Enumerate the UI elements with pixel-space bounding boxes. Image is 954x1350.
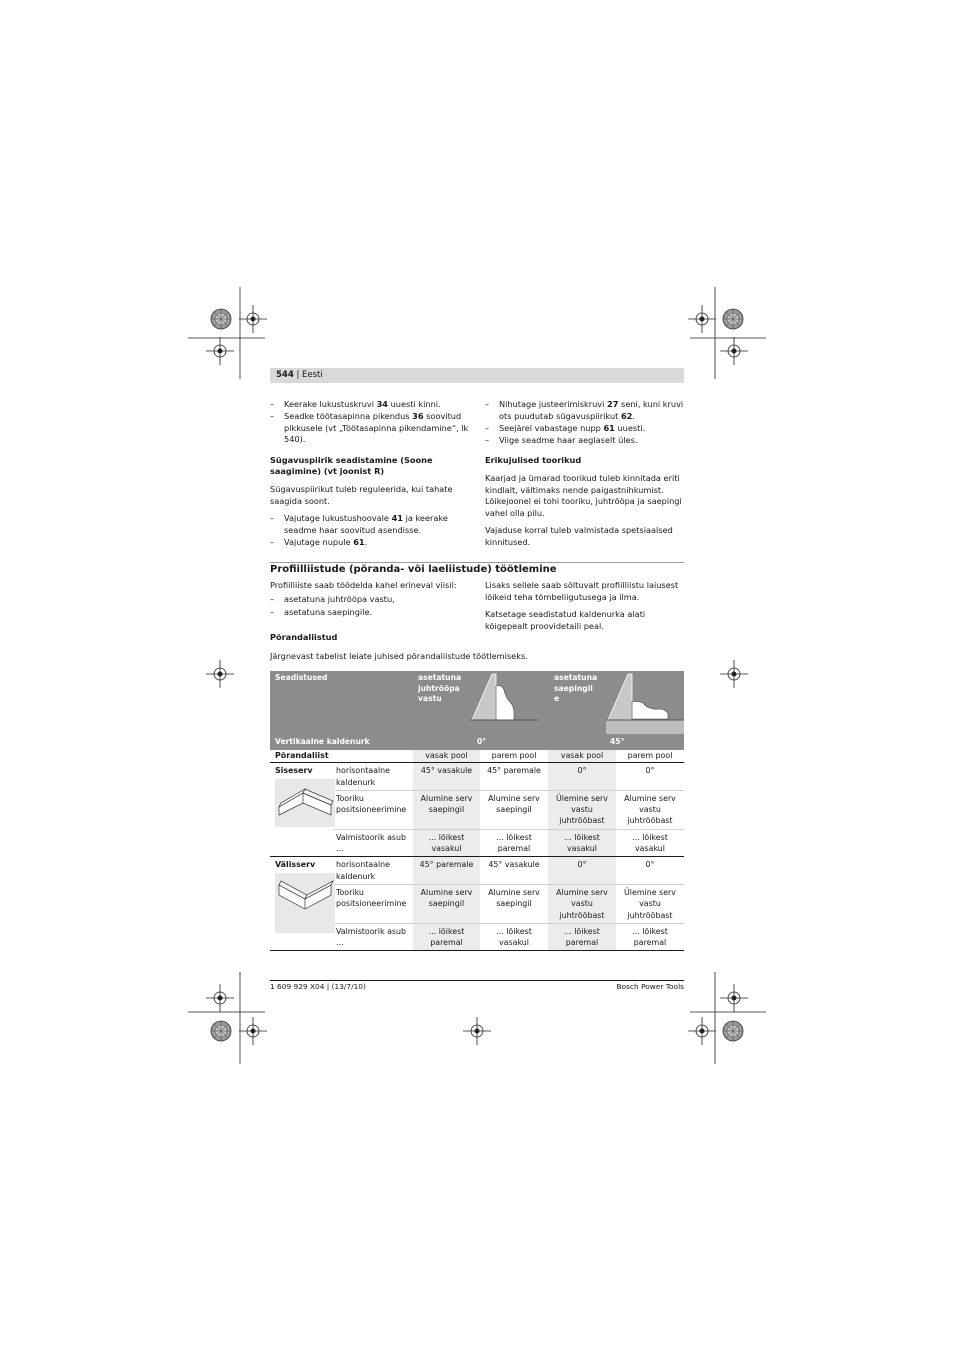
table-row: Valmistoorik asub ... ... lõikest vasakul ... lõikest paremal ... lõikest vasakul ... lõikest vasakul [270, 829, 684, 857]
table-row: Välisserv horisontaalne kaldenurk 45° paremale 45° vasakule 0° 0° [270, 857, 684, 885]
sub-heading: Põrandaliistud [270, 631, 338, 642]
header-col1: asetatuna juhtrööpa vastu [418, 673, 462, 703]
header-angle-0: 0° [477, 737, 487, 746]
paragraph: Profiilliiste saab töödelda kahel erineval viisil: [270, 580, 457, 590]
section-title: Profiilliistude (põranda- või laeliistude) töötlemine [270, 564, 557, 575]
table-row: Valmistoorik asub ... ... lõikest paremal ... lõikest vasakul ... lõikest paremal ... lõikest paremal [270, 923, 684, 950]
row-label: Valmistoorik asub ... [333, 923, 413, 950]
table-row: Siseserv horisontaalne kaldenurk 45° vasakule 45° paremale 0° 0° [270, 763, 684, 791]
table-row: Tooriku positsioneerimine Alumine serv saepingil Alumine serv saepingil Alumine serv vastu juhtrööbast Ülemine serv vastu juhtrööbast [270, 884, 684, 923]
list-item: – Seejärel vabastage nupp 61 uuesti. [485, 422, 646, 433]
row-label-porandaliist: Põrandaliist [275, 751, 329, 760]
list-item: – Keerake lukustuskruvi 34 uuesti kinni. [270, 399, 441, 409]
list-item: – Viige seadme haar aeglaselt üles. [485, 434, 638, 445]
section-heading: Sügavuspiirik seadistamine (Soone saagimine) (vt joonist R) [270, 454, 433, 477]
paragraph: Kaarjad ja ümarad toorikud tuleb kinnitada eriti kindlalt, vältimaks nende paigastnihkumist. Lõikejoonel ei tohi tooriku, juhtrööpa ja saepingi vahel olla pilu. [485, 472, 682, 518]
header-col2: asetatuna saepingil e [554, 673, 598, 703]
dash: – [270, 411, 275, 422]
list-item: – asetatuna juhtrööpa vastu, [270, 593, 395, 604]
row-label: horisontaalne kaldenurk [333, 857, 413, 885]
table-row: Tooriku positsioneerimine Alumine serv saepingil Alumine serv saepingil Ülemine serv vastu juhtrööbast Alumine serv vastu juhtrööbast [270, 790, 684, 829]
row-label: Valmistoorik asub ... [333, 829, 413, 857]
paragraph: Katsetage seadistatud kaldenurka alati kõigepealt proovidetaili peal. [485, 609, 646, 631]
dash: – [270, 399, 275, 409]
row-label-valisserv: Välisserv [275, 860, 316, 870]
row-label: horisontaalne kaldenurk [333, 763, 413, 791]
row-label: Tooriku positsioneerimine [333, 884, 413, 923]
header-settings: Seadistused [275, 673, 328, 682]
table-row: Põrandaliist vasak pool parem pool vasak pool parem pool [270, 750, 684, 763]
paragraph: Vajaduse korral tuleb valmistada spetsiaalsed kinnitused. [485, 525, 673, 547]
list-item: – Nihutage justeerimiskruvi 27 seni, kuni kruvi ots puudutab sügavuspiirikut 62. [485, 399, 684, 421]
list-item: – Seadke töötasapinna pikendus 36 soovitud pikkusele (vt „Töötasapinna pikendamine“, lk 540). [270, 411, 469, 445]
footer-brand: Bosch Power Tools [616, 982, 684, 991]
page-number: 544 [276, 370, 294, 380]
paragraph: Lisaks sellele saab sõltuvalt profiilliistu laiusest lõikeid teha tõmbeliigutusega ja ilma. [485, 580, 679, 602]
row-label: Tooriku positsioneerimine [333, 790, 413, 829]
header-language: Eesti [302, 370, 323, 380]
paragraph: Sügavuspiirikut tuleb reguleerida, kui tahate saagida soont. [270, 484, 453, 506]
footer-doc-number: 1 609 929 X04 | (13/7/10) [270, 982, 366, 991]
row-label-siseserv: Siseserv [275, 766, 313, 776]
list-item: – asetatuna saepingile. [270, 607, 373, 618]
header-separator: | [293, 370, 303, 380]
header-vertical-angle: Vertikaalne kaldenurk [275, 737, 370, 746]
list-item: – Vajutage nupule 61. [270, 536, 368, 547]
list-item: – Vajutage lukustushoovale 41 ja keerake seadme haar soovitud asendisse. [270, 513, 448, 535]
sub-paragraph: Järgnevast tabelist leiate juhised põrandaliistude töötlemiseks. [270, 651, 528, 661]
header-angle-45: 45° [610, 737, 625, 746]
section-heading: Erikujulised toorikud [485, 455, 582, 466]
